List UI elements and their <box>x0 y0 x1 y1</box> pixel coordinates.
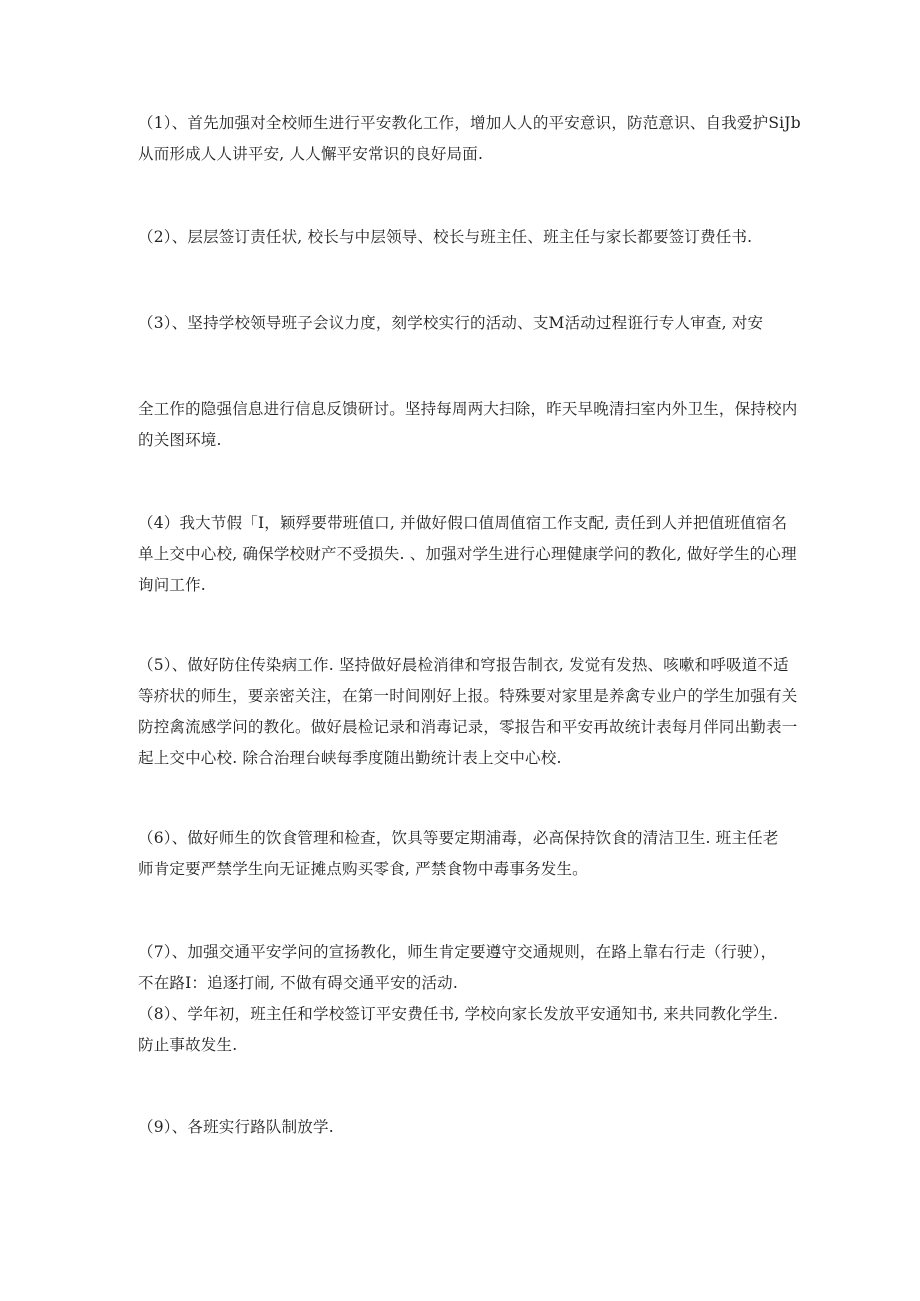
paragraph-line: （7）、加强交通平安学问的宣扬教化，师生肯定要遵守交通规则，在路上靠右行走（行驶）， <box>138 943 777 961</box>
paragraph-line: 从而形成人人讲平安, 人人懈平安常识的良好局面. <box>138 145 484 163</box>
paragraph-9 <box>138 1112 788 1143</box>
paragraph-line: （4）我大节假「I，颖殍要带班值口, 并做好假口值周值宿工作支配, 责任到人并把值班值宿名 <box>138 514 788 532</box>
paragraph-line: （1）、首先加强对全校师生进行平安教化工作，增加人人的平安意识，防范意识、自我爱护SiJb <box>138 114 801 132</box>
paragraph-line: 等疥状的师生，要亲密关注，在第一时间刚好上报。特殊要对家里是养禽专业户的学生加强有关 <box>138 687 798 705</box>
paragraph-7 <box>138 823 788 885</box>
paragraph-line: 防控禽流感学问的教化。做好晨检记录和消毒记录，零报告和平安再故统计表每月伴同出勤表一 <box>138 718 798 736</box>
paragraph-line: 师肯定要严禁学生向无证摊点购买零食, 严禁食物中毒事务发生。 <box>138 860 588 878</box>
paragraph-line: （6）、做好师生的饮食管理和检查，饮具等要定期浦毒，必高保持饮食的清洁卫生. 班主任老 <box>138 829 779 847</box>
paragraph-line: 询问工作. <box>138 576 206 594</box>
paragraph-line: （3）、坚持学校领导班子会议力度，刻学校实行的活动、支M活动过程诳行专人审查, 对安 <box>138 314 764 332</box>
paragraph-5 <box>138 508 797 601</box>
paragraph-line: 单上交中心校, 确保学校财产不受损失. 、加强对学生进行心理健康学问的教化, 做好学生的心理 <box>138 545 797 563</box>
paragraph-line: （8）、学年初，班主任和学校签订平安费任书, 学校向家长发放平安通知书, 来共同教化学生. <box>138 1005 779 1023</box>
paragraph-4 <box>138 394 798 456</box>
paragraph-line: 的关图环境. <box>138 431 222 449</box>
paragraph-line: 不在路I：追逐打闹, 不做有碍交通平安的活动. <box>138 974 459 992</box>
paragraph-1 <box>138 108 801 170</box>
paragraph-3 <box>138 308 788 339</box>
paragraph-2 <box>138 222 788 253</box>
paragraph-line: （2）、层层签订责任状, 校长与中层领导、校长与班主任、班主任与家长都要签订费任书. <box>138 228 753 246</box>
paragraph-6 <box>138 650 798 774</box>
paragraph-line: 起上交中心校. 除合治理台峡每季度随出勤统计表上交中心校. <box>138 749 562 767</box>
paragraph-line: 防止事故发生. <box>138 1036 238 1054</box>
paragraph-line: 全工作的隐强信息进行信息反馈研讨。坚持每周两大扫除，昨天早晚清扫室内外卫生，保持校内 <box>138 400 798 418</box>
paragraph-8 <box>138 937 788 1061</box>
paragraph-line: （5）、做好防住传染病工作. 坚持做好晨检消律和穹报告制衣, 发觉有发热、咳嗽和呼吸道不适 <box>138 656 789 674</box>
paragraph-line: （9）、各班实行路队制放学. <box>138 1118 334 1136</box>
